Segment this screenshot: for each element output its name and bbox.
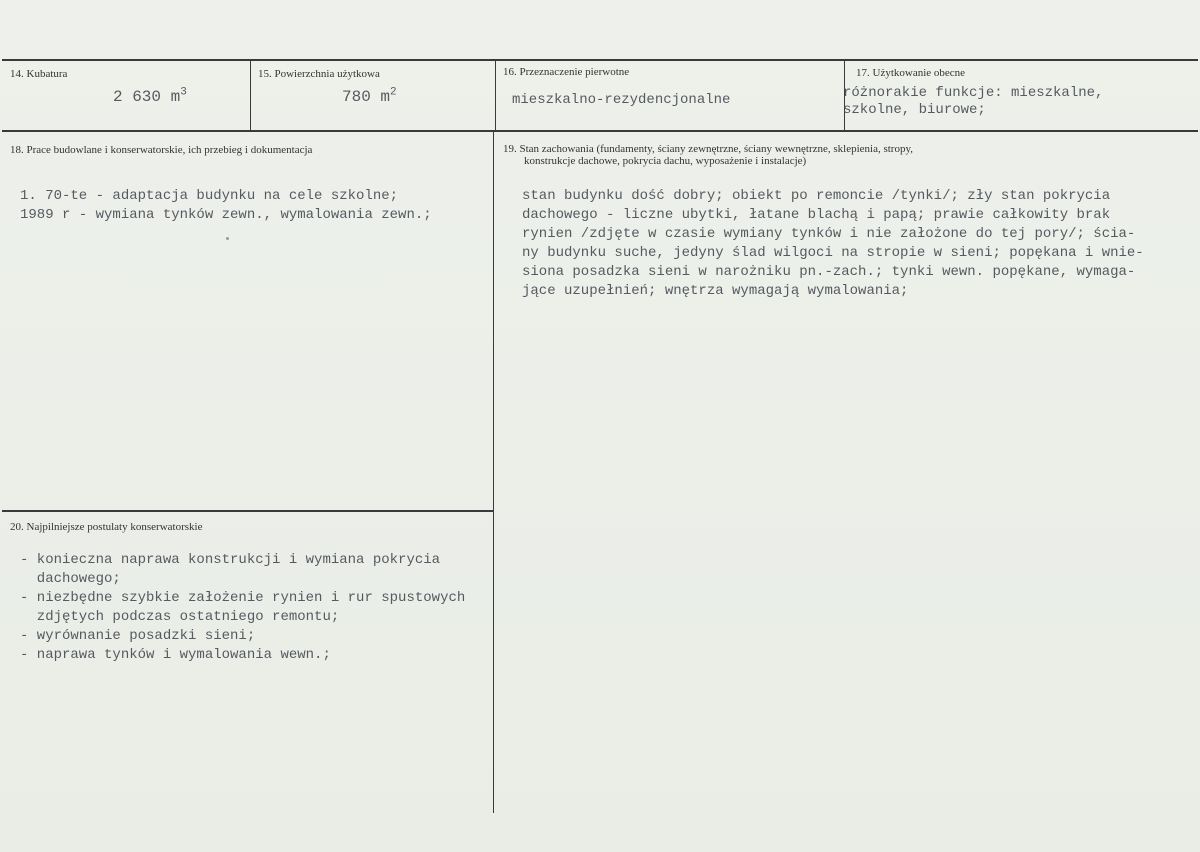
- divider-14-15: [250, 60, 251, 131]
- stan-line-2: dachowego - liczne ubytki, łatane blachą i papą; prawie całkowity brak: [522, 207, 1111, 223]
- speck: [226, 237, 229, 240]
- prace-line-1: 1. 70-te - adaptacja budynku na cele szkolne;: [20, 188, 399, 204]
- postulaty-label: 20. Najpilniejsze postulaty konserwatorskie: [10, 521, 203, 533]
- uzytkowanie-line-1: różnorakie funkcje: mieszkalne,: [843, 85, 1104, 101]
- stan-line-1: stan budynku dość dobry; obiekt po remoncie /tynki/; zły stan pokrycia: [522, 188, 1111, 204]
- postulaty-line-1: - konieczna naprawa konstrukcji i wymiana pokrycia: [20, 552, 441, 568]
- stan-label-line-2: konstrukcje dachowe, pokrycia dachu, wyposażenie i instalacje): [524, 155, 807, 167]
- postulaty-line-4: zdjętych podczas ostatniego remontu;: [20, 609, 340, 625]
- powierzchnia-value: 780 $m^2$: [342, 86, 397, 106]
- divider-15-16: [495, 60, 496, 131]
- stan-line-3: rynien /zdjęte w czasie wymiany tynków i nie założone do tej pory/; ścia-: [522, 226, 1136, 242]
- uzytkowanie-line-2: szkolne, biurowe;: [843, 102, 986, 118]
- row1-bottom-rule: [2, 130, 1198, 132]
- section20-top-rule: [2, 510, 494, 512]
- stan-line-5: siona posadzka sieni w narożniku pn.-zach.; tynki wewn. popękane, wymaga-: [522, 264, 1136, 280]
- uzytkowanie-label: 17. Użytkowanie obecne: [856, 67, 966, 79]
- postulaty-line-2: dachowego;: [20, 571, 121, 587]
- prace-line-2: 1989 r - wymiana tynków zewn., wymalowania zewn.;: [20, 207, 432, 223]
- powierzchnia-label: 15. Powierzchnia użytkowa: [258, 68, 380, 80]
- prace-label: 18. Prace budowlane i konserwatorskie, ich przebieg i dokumentacja: [10, 144, 313, 156]
- stan-line-4: ny budynku suche, jedyny ślad wilgoci na stropie w sieni; popękana i wnie-: [522, 245, 1144, 261]
- kubatura-label: 14. Kubatura: [10, 68, 68, 80]
- postulaty-line-6: - naprawa tynków i wymalowania wewn.;: [20, 647, 331, 663]
- postulaty-line-5: - wyrównanie posadzki sieni;: [20, 628, 256, 644]
- divider-left-right: [493, 131, 494, 813]
- przeznaczenie-label: 16. Przeznaczenie pierwotne: [503, 66, 630, 78]
- przeznaczenie-value: mieszkalno-rezydencjonalne: [512, 92, 731, 108]
- top-rule: [2, 59, 1198, 61]
- postulaty-line-3: - niezbędne szybkie założenie rynien i rur spustowych: [20, 590, 466, 606]
- kubatura-value: 2 630 $m^3$: [113, 86, 187, 106]
- stan-line-6: jące uzupełnień; wnętrza wymagają wymalowania;: [522, 283, 909, 299]
- stan-label-line-1: 19. Stan zachowania (fundamenty, ściany zewnętrzne, ściany wewnętrzne, sklepienia, stropy,: [503, 143, 914, 155]
